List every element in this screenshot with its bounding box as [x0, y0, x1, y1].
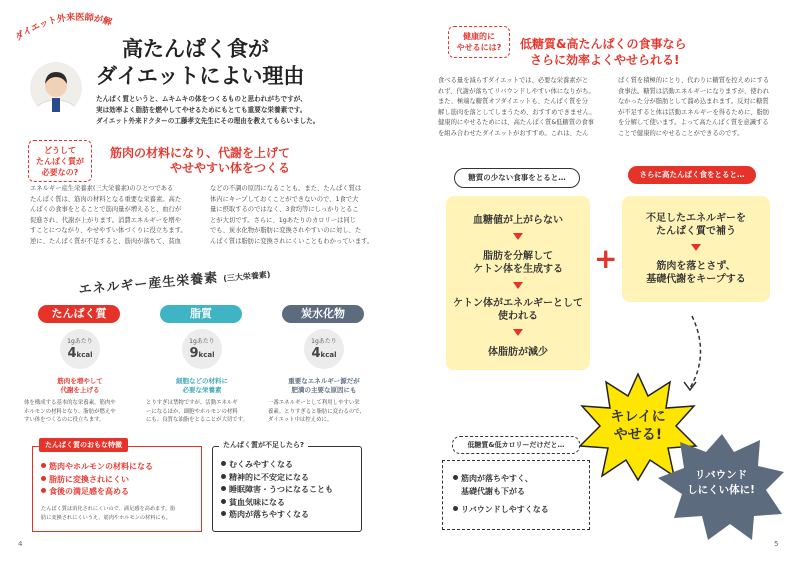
- kcal-circle: [182, 329, 222, 369]
- per-gram-label: 1gあたり: [189, 338, 215, 345]
- body-line: すことにつながり、やせやすい体づくりに役立ちます。: [30, 227, 187, 234]
- flow-step: ケトン体がエネルギーとして: [453, 298, 583, 309]
- down-arrow-icon: [691, 244, 701, 251]
- kcal-number: 4: [67, 346, 77, 361]
- desc-line: 肥満の主要な原因にも: [291, 386, 357, 394]
- nutrient-detail: [24, 399, 140, 425]
- low-carb-tag: 糖質の少ない食事をとると…: [454, 168, 580, 188]
- body-column-2: [618, 76, 794, 139]
- per-gram-label: 1gあたり: [311, 338, 337, 345]
- plus-icon: +: [594, 242, 618, 275]
- lack-text: 筋肉が落ちやすくなる: [229, 510, 309, 519]
- body-line: れず、代謝が落ちてリバウンドしやすい体になりがち。: [438, 87, 595, 95]
- intro-line: たんぱく質というと、ムキムキの体をつくるものと思われがちですが、: [96, 95, 307, 103]
- doctor-avatar: [30, 62, 82, 114]
- burst-line: リバウンド: [694, 469, 748, 481]
- flow-step: 基礎代謝をキープする: [646, 274, 746, 285]
- low-item: [453, 473, 549, 486]
- nutrient-desc: [144, 377, 260, 395]
- energy-nutrients-title: [78, 257, 329, 298]
- body-line: 健康的にやせるためには、高たんぱく質&低糖質の食事: [438, 119, 595, 126]
- body-line: 体内にキープしておくことができないので、1食で大: [210, 195, 359, 203]
- badge-text: ダイエット外来医師が解: [13, 12, 113, 44]
- feature-text: 筋肉やホルモンの材料になる: [49, 462, 153, 471]
- kcal-circle: [304, 329, 344, 369]
- bullet-icon: [221, 474, 226, 479]
- low-carb-flow: [446, 196, 590, 370]
- kcal-unit: kcal: [76, 351, 93, 359]
- nutrient-desc: [266, 377, 382, 395]
- body-line: を分解して使います。よって高たんぱく質を意識する: [618, 119, 769, 126]
- body-column-1: [438, 76, 614, 139]
- page-title: [96, 36, 396, 90]
- nutrient-detail: [268, 399, 384, 425]
- body-line: 食事法。糖質は活動エネルギーになりますが、使われ: [618, 87, 770, 95]
- bullet-icon: [221, 461, 226, 466]
- nutrient-label: 脂質: [160, 305, 242, 323]
- body-column-2: [210, 184, 388, 247]
- burst-line: しにくい体に!: [687, 484, 755, 496]
- kcal-number: 4: [311, 346, 321, 361]
- detail-line: すい体をつくるのに役立ちます。: [24, 417, 105, 423]
- question-tag-line: 必要なの?: [41, 168, 79, 177]
- burst-line: やせる!: [613, 427, 663, 443]
- protein-lack-box: [212, 441, 362, 532]
- body-line: でも、炭水化物が脂肪に変換されやすいのに対し、た: [210, 227, 362, 234]
- bullet-icon: [453, 506, 458, 511]
- nutrient-protein: [22, 305, 138, 430]
- heading-line-1: 筋肉の材料になり、代謝を上げて: [110, 146, 291, 160]
- detail-line: 体を構成する基本的な栄養素。筋肉や: [24, 400, 116, 406]
- feature-text: 食後の満足感を高める: [49, 487, 129, 496]
- lack-item: [221, 497, 333, 510]
- nutrient-desc: [22, 377, 138, 395]
- lack-item: [221, 472, 333, 485]
- nutrient-fat: [144, 305, 260, 430]
- kcal-value: [304, 346, 344, 361]
- per-gram-label: 1gあたり: [67, 338, 93, 345]
- lack-item: [221, 509, 333, 522]
- note-line: たんぱく質は消化されにくいので、満足感を高めます。脂: [41, 506, 176, 512]
- kcal-unit: kcal: [198, 351, 215, 359]
- title-line-2: ダイエットによい理由: [96, 64, 305, 88]
- body-line: ことで健康的にやせることができるのです。: [618, 129, 744, 137]
- detail-line: ーになるほか、細胞やホルモンの材料: [146, 408, 238, 415]
- kcal-value: [60, 346, 100, 361]
- down-arrow-icon: [513, 233, 523, 240]
- question-tag: [28, 140, 92, 182]
- body-line: 促進され、代謝が上がります。消費エネルギーを増や: [30, 216, 181, 224]
- desc-line: 筋肉を増やして: [57, 377, 103, 385]
- energy-title-text: エネルギー産生栄養素: [77, 270, 219, 298]
- detail-line: にも。良質な油脂をとることが大切です。: [146, 417, 248, 423]
- heading-line-2: やせやすい体をつくる: [170, 161, 291, 175]
- flow-step: 体脂肪が減少: [488, 347, 548, 358]
- detail-line: ダイエット中は控えめに。: [268, 417, 333, 423]
- question-tag: [448, 26, 510, 58]
- body-line: などの不調の原因になることも。また、たんぱく質は: [210, 185, 362, 192]
- question-tag-line: 健康的に: [463, 32, 495, 41]
- desc-line: 代謝を上げる: [60, 386, 100, 394]
- body-line: なかった分が脂肪として溜め込まれます。反対に糖質: [618, 98, 769, 105]
- bullet-icon: [221, 499, 226, 504]
- features-title: たんぱく質のおもな特徴: [39, 438, 128, 452]
- heading-line-2: さらに効率よくやせられる!: [530, 53, 680, 67]
- body-line: ぱく質を積極的にとり、代わりに糖質を控えめにする: [618, 77, 770, 84]
- low-calorie-list: [453, 473, 549, 517]
- heading-line-1: 低糖質&高たんぱくの食事なら: [520, 37, 687, 51]
- lack-item: [221, 484, 333, 497]
- body-line: を組み合わせたダイエットがおすすめ。これは、たん: [438, 129, 589, 137]
- lack-text: 精神的に不安定になる: [229, 472, 309, 482]
- bullet-icon: [41, 476, 46, 481]
- page-number: 4: [18, 540, 23, 548]
- down-arrow-icon: [513, 329, 523, 336]
- low-calorie-box: [442, 460, 590, 530]
- body-line: たんぱく質は、筋肉の材料となる重要な栄養素。高た: [30, 195, 182, 203]
- rebound-burst-text: [666, 468, 776, 498]
- feature-item: [41, 461, 153, 474]
- note-line: 肪に変換されにくいうえ、筋肉やホルモンの材料にも。: [41, 515, 171, 521]
- low-item: [453, 504, 549, 517]
- section-heading: [110, 146, 400, 176]
- bullet-icon: [221, 486, 226, 491]
- feature-item: [41, 474, 153, 487]
- body-line: 解し筋肉を落としてしまうため、おすすめできません。: [438, 108, 596, 116]
- flow-step: 血糖値が上がらない: [473, 215, 563, 226]
- bullet-icon: [453, 475, 458, 480]
- question-tag-line: どうして: [44, 146, 76, 155]
- desc-line: 細胞などの材料に: [176, 377, 228, 385]
- flow-step: たんぱく質で補う: [656, 226, 736, 237]
- bullet-icon: [221, 511, 226, 516]
- intro-text: [96, 94, 396, 127]
- nutrient-carbohydrate: [266, 305, 382, 430]
- feature-text: 脂肪に変換されにくい: [49, 474, 129, 484]
- body-line: また、極端な糖質オフダイエットも、たんぱく質を分: [438, 98, 588, 105]
- body-line: んぱく質は脂肪に変換されにくいこともわかっています。: [210, 237, 374, 245]
- kcal-number: 9: [189, 346, 199, 361]
- nutrient-detail: [146, 399, 262, 425]
- body-line: 逆に、たんぱく質が不足すると、筋肉が落ちて、貧血: [30, 237, 181, 245]
- burst-line: キレイに: [610, 409, 666, 425]
- desc-line: 重要なエネルギー源だが: [288, 377, 360, 385]
- feature-item: [41, 486, 153, 499]
- intro-line: 実は効率よく脂肪を燃やしてやせるためにもとても重要な栄養素です。: [96, 106, 307, 114]
- lack-title: たんぱく質が不足したら?: [219, 440, 308, 450]
- body-line: 食べる量を減らすダイエットでは、必要な栄養素がと: [438, 77, 589, 84]
- page-number: 5: [774, 540, 779, 548]
- body-line: 量に摂取するのではなく、3食均等にしっかりとるこ: [210, 206, 359, 213]
- flow-step: 不足したエネルギーを: [646, 213, 746, 224]
- lack-item: [221, 459, 333, 472]
- body-line: とが大切です。さらに、1gあたりのカロリーは同じ: [210, 216, 357, 224]
- intro-line: ダイエット外来ドクターの工藤孝文先生にその理由を教えてもらいました。: [96, 117, 320, 125]
- lack-text: 睡眠障害・うつになることも: [229, 485, 333, 494]
- flow-step: 脂肪を分解して: [483, 251, 553, 262]
- flow-step: 使われる: [498, 311, 538, 322]
- features-note: [41, 505, 201, 523]
- body-column-1: [30, 184, 205, 247]
- nutrient-label: たんぱく質: [38, 305, 120, 323]
- features-list: [41, 461, 153, 499]
- bullet-icon: [41, 488, 46, 493]
- question-tag-line: やせるには?: [456, 43, 502, 52]
- body-line: エネルギー産生栄養素(三大栄養素)のひとつである: [30, 185, 174, 192]
- doctor-illustration: [30, 62, 82, 114]
- low-text: 基礎代謝も下がる: [461, 486, 525, 496]
- question-tag-line: たんぱく質が: [36, 157, 84, 166]
- desc-line: 必要な栄養素: [182, 386, 222, 394]
- kcal-value: [182, 346, 222, 361]
- energy-title-sub: (三大栄養素): [222, 270, 271, 284]
- lack-text: 貧血気味になる: [229, 497, 285, 507]
- detail-line: とりすぎは禁物ですが、活動エネルギ: [146, 400, 238, 406]
- low-text: 筋肉が落ちやすく、: [461, 474, 533, 483]
- high-protein-tag: さらに高たんぱく食をとると…: [628, 166, 756, 184]
- lack-text: むくみやすくなる: [229, 460, 293, 469]
- title-line-1: 高たんぱく食が: [122, 37, 269, 61]
- kcal-circle: [60, 329, 100, 369]
- lack-list: [221, 459, 333, 522]
- flow-step: ケトン体を生成する: [473, 264, 563, 275]
- kcal-unit: kcal: [320, 351, 337, 359]
- low-text: リバウンドしやすくなる: [461, 505, 549, 514]
- detail-line: 一番エネルギーとして利用しやすい栄: [268, 400, 360, 406]
- body-line: が不足すると体は活動エネルギーを得るために、脂肪: [618, 108, 770, 116]
- bullet-icon: [41, 463, 46, 468]
- high-protein-flow: [622, 196, 770, 302]
- body-line: んぱくの食事をとることで筋肉量が増えると、血行が: [30, 206, 182, 213]
- flow-step: 筋肉を落とさず、: [656, 261, 736, 272]
- section-heading: [520, 36, 790, 68]
- protein-features-box: [32, 441, 202, 532]
- down-arrow-icon: [513, 282, 523, 289]
- nutrient-label: 炭水化物: [282, 305, 364, 323]
- low-calorie-tag: 低糖質&低カロリーだけだと…: [452, 436, 580, 454]
- detail-line: 養素。とりすぎると脂肪に変わるので、: [268, 408, 365, 415]
- low-item: [453, 486, 549, 499]
- right-page: [400, 0, 800, 565]
- detail-line: ホルモンの材料となり、脂肪が燃えや: [24, 408, 116, 415]
